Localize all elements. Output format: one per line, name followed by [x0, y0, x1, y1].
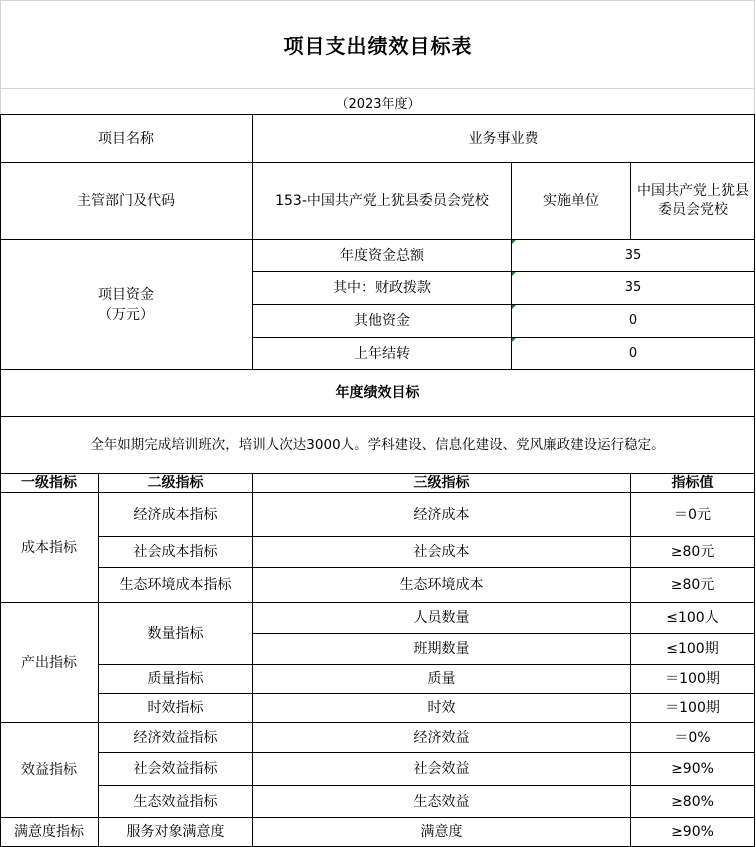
impl-unit-label: 实施单位 — [543, 193, 599, 209]
divider — [0, 88, 755, 89]
indicator-value: ＝0元 — [674, 506, 711, 523]
fund-row-value: 0 — [628, 345, 638, 361]
indicator-value: ≥80% — [671, 793, 714, 810]
year-label: （2023年度） — [335, 97, 421, 112]
fund-row-value: 35 — [624, 247, 642, 263]
level3-indicator: 经济成本 — [413, 506, 470, 523]
project-name-label: 项目名称 — [98, 130, 154, 147]
level1-indicator: 成本指标 — [21, 539, 77, 556]
level3-indicator: 满意度 — [420, 824, 463, 840]
funds-label-line2: （万元） — [98, 306, 154, 323]
header-level3: 三级指标 — [413, 475, 470, 491]
level2-indicator: 数量指标 — [147, 625, 204, 642]
indicator-value: ≥90% — [671, 761, 714, 777]
indicator-value: ≥80元 — [670, 544, 715, 560]
level3-indicator: 质量 — [427, 671, 456, 687]
page-title: 项目支出绩效目标表 — [283, 34, 473, 58]
header-value: 指标值 — [671, 475, 714, 491]
level3-indicator: 社会成本 — [413, 544, 470, 560]
level2-indicator: 服务对象满意度 — [126, 824, 225, 840]
indicator-value: ＝100期 — [665, 671, 720, 687]
fund-row-label: 其中：财政拨款 — [333, 280, 431, 296]
dept-label: 主管部门及代码 — [77, 193, 175, 209]
funds-label-line1: 项目资金 — [98, 286, 154, 303]
level3-indicator: 班期数量 — [413, 641, 470, 657]
header-level2: 二级指标 — [147, 475, 204, 491]
level1-indicator: 满意度指标 — [14, 824, 84, 840]
fund-row-label: 上年结转 — [354, 345, 410, 362]
funds-label — [0, 240, 252, 369]
impl-unit-value: 中国共产党上犹县委员会党校 — [637, 183, 749, 218]
level2-indicator: 社会效益指标 — [133, 761, 218, 777]
grid-line — [754, 114, 755, 847]
indicator-value: ≥80元 — [670, 577, 715, 593]
level3-indicator: 时效 — [427, 700, 456, 716]
level2-indicator: 生态环境成本指标 — [119, 577, 232, 593]
level3-indicator: 人员数量 — [413, 610, 470, 626]
level3-indicator: 生态效益 — [413, 793, 470, 810]
header-level1: 一级指标 — [21, 475, 77, 491]
annual-goal-text: 全年如期完成培训班次，培训人次达3000人。学科建设、信息化建设、党风廉政建设运行稳定。 — [90, 437, 665, 453]
level2-indicator: 经济成本指标 — [133, 506, 218, 523]
grid-line — [630, 162, 631, 240]
project-name-value: 业务事业费 — [468, 130, 539, 147]
level3-indicator: 经济效益 — [413, 729, 470, 746]
level2-indicator: 时效指标 — [147, 700, 204, 716]
level1-indicator: 效益指标 — [21, 762, 77, 778]
fund-row-value: 0 — [628, 313, 638, 328]
level3-indicator: 社会效益 — [413, 761, 470, 777]
dept-value: 153-中国共产党上犹县委员会党校 — [275, 193, 489, 209]
level1-indicator: 产出指标 — [21, 654, 77, 671]
annual-goal-heading: 年度绩效目标 — [335, 385, 420, 401]
indicator-value: ≥90% — [671, 824, 714, 840]
fund-row-value: 35 — [624, 280, 642, 295]
level2-indicator: 生态效益指标 — [133, 793, 218, 810]
indicator-value: ＝100期 — [665, 700, 720, 716]
level3-indicator: 生态环境成本 — [399, 577, 484, 593]
indicator-value: ＝0% — [674, 729, 711, 746]
indicator-value: ≤100期 — [666, 641, 719, 657]
indicator-value: ≤100人 — [666, 610, 719, 626]
level2-indicator: 经济效益指标 — [133, 729, 218, 746]
fund-row-label: 年度资金总额 — [340, 247, 424, 264]
fund-row-label: 其他资金 — [354, 313, 410, 329]
level2-indicator: 质量指标 — [147, 671, 204, 687]
level2-indicator: 社会成本指标 — [133, 544, 218, 560]
